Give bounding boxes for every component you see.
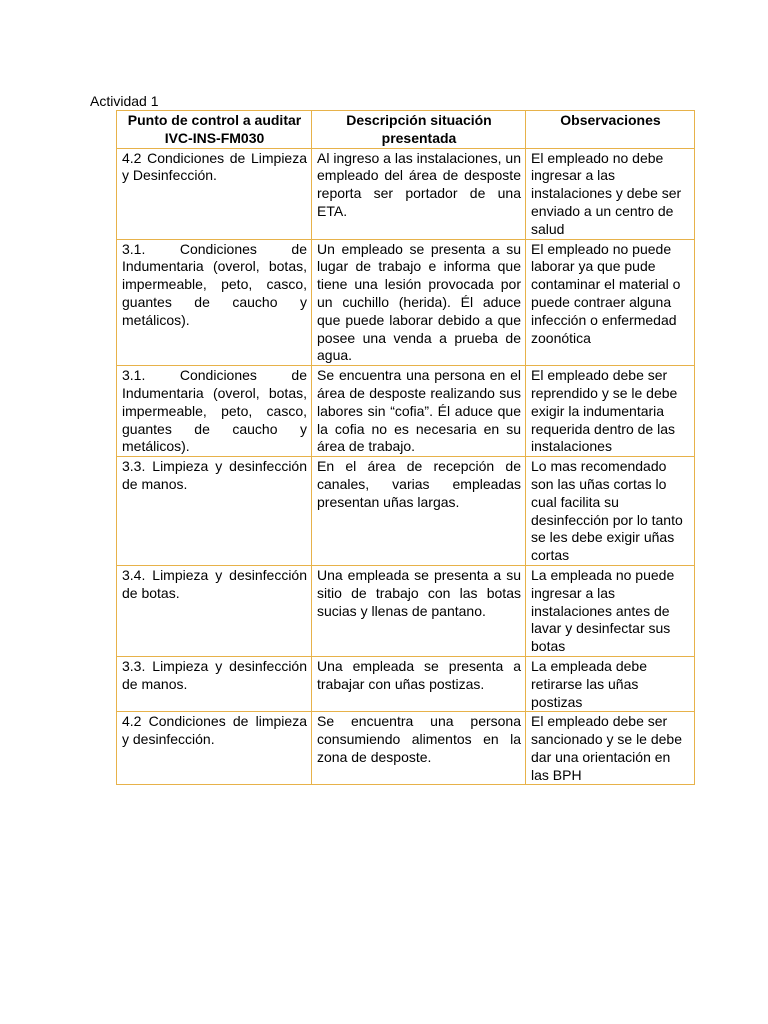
control-point-cell: 3.4. Limpieza y desinfección de botas. <box>117 565 312 656</box>
header-situation-description: Descripción situación presentada <box>312 111 526 149</box>
observation-cell: El empleado debe ser sancionado y se le debe dar una orientación en las BPH <box>526 712 695 785</box>
table-header-row <box>117 111 695 149</box>
observation-cell: El empleado no debe ingresar a las instalaciones y debe ser enviado a un centro de salud <box>526 148 695 239</box>
observation-cell: Lo mas recomendado son las uñas cortas lo cual facilita su desinfección por lo tanto se les debe exigir uñas cortas <box>526 457 695 566</box>
description-cell: Una empleada se presenta a su sitio de trabajo con las botas sucias y llenas de pantano. <box>312 565 526 656</box>
description-cell: Una empleada se presenta a trabajar con uñas postizas. <box>312 656 526 711</box>
description-cell: Se encuentra una persona en el área de desposte realizando sus labores sin “cofia”. Él aduce que la cofia no es necesaria en su área de trabajo. <box>312 366 526 457</box>
table-row <box>117 366 695 457</box>
observation-cell: La empleada no puede ingresar a las instalaciones antes de lavar y desinfectar sus botas <box>526 565 695 656</box>
table-row <box>117 457 695 566</box>
control-point-cell: 3.3. Limpieza y desinfección de manos. <box>117 656 312 711</box>
header-observations: Observaciones <box>526 111 695 149</box>
control-point-cell: 3.1. Condiciones de Indumentaria (overol, botas, impermeable, peto, casco, guantes de caucho y metálicos). <box>117 239 312 366</box>
control-point-cell: 3.3. Limpieza y desinfección de manos. <box>117 457 312 566</box>
description-cell: Un empleado se presenta a su lugar de trabajo e informa que tiene una lesión provocada por un cuchillo (herida). Él aduce que puede laborar debido a que posee una venda a prueba de agua. <box>312 239 526 366</box>
table-row <box>117 239 695 366</box>
control-point-cell: 4.2 Condiciones de Limpieza y Desinfección. <box>117 148 312 239</box>
observation-cell: El empleado no puede laborar ya que pude contaminar el material o puede contraer alguna infección o enfermedad zoonótica <box>526 239 695 366</box>
description-cell: Se encuentra una persona consumiendo alimentos en la zona de desposte. <box>312 712 526 785</box>
table-row <box>117 148 695 239</box>
activity-title: Actividad 1 <box>90 93 159 109</box>
header-control-point: Punto de control a auditar IVC-INS-FM030 <box>117 111 312 149</box>
observation-cell: La empleada debe retirarse las uñas postizas <box>526 656 695 711</box>
description-cell: En el área de recepción de canales, varias empleadas presentan uñas largas. <box>312 457 526 566</box>
table-row <box>117 712 695 785</box>
table-row <box>117 565 695 656</box>
description-cell: Al ingreso a las instalaciones, un empleado del área de desposte reporta ser portador de una ETA. <box>312 148 526 239</box>
audit-table <box>116 110 695 785</box>
table-row <box>117 656 695 711</box>
observation-cell: El empleado debe ser reprendido y se le debe exigir la indumentaria requerida dentro de las instalaciones <box>526 366 695 457</box>
control-point-cell: 4.2 Condiciones de limpieza y desinfección. <box>117 712 312 785</box>
control-point-cell: 3.1. Condiciones de Indumentaria (overol, botas, impermeable, peto, casco, guantes de caucho y metálicos). <box>117 366 312 457</box>
